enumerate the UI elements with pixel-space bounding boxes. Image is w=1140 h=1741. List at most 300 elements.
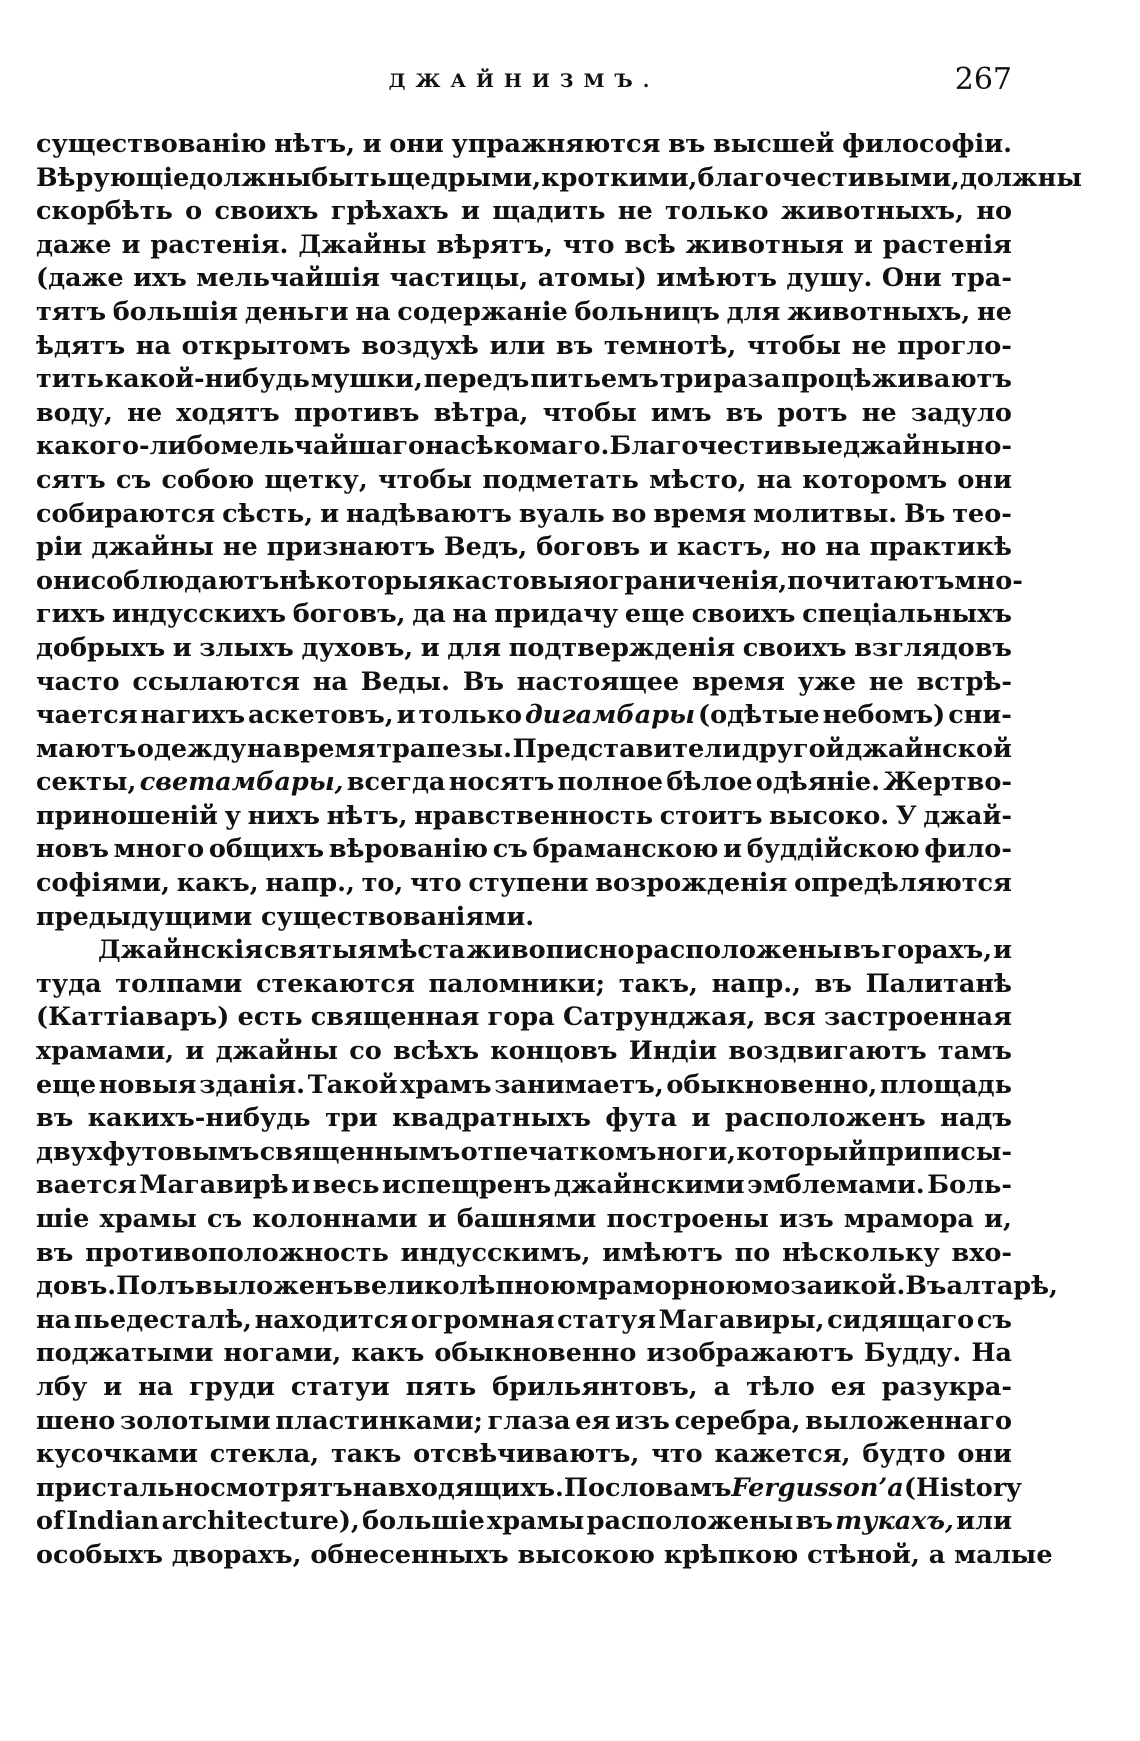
word: будто xyxy=(862,1439,946,1470)
word: одѣяніе. xyxy=(755,767,881,798)
body-text xyxy=(36,128,1082,1573)
word: стѣной, xyxy=(807,1539,929,1570)
word: площадь xyxy=(879,1069,1012,1100)
word: нѣскольку xyxy=(782,1237,940,1268)
word: ѣдятъ xyxy=(36,330,126,361)
word: буддійскою xyxy=(746,834,920,865)
word: раза xyxy=(713,364,781,395)
word: Ведъ, xyxy=(444,532,528,563)
word: спеціальныхъ xyxy=(802,599,1012,630)
word: и xyxy=(993,935,1012,966)
word: тамъ xyxy=(937,1036,1012,1067)
text-line xyxy=(36,1035,1012,1069)
word: съ xyxy=(492,834,528,865)
word: весь xyxy=(312,1170,380,1201)
word: и xyxy=(649,532,669,563)
word: они xyxy=(36,565,91,596)
text-line xyxy=(36,195,1012,229)
word: чтобы xyxy=(746,330,842,361)
word: шіе xyxy=(36,1204,90,1234)
word: всѣ xyxy=(624,229,676,260)
word: ссылаются xyxy=(132,666,300,697)
word: Индіи xyxy=(628,1036,718,1067)
word: джайны xyxy=(91,532,214,563)
word: лбу xyxy=(36,1371,88,1402)
word: тить xyxy=(36,364,104,395)
word: мрамора xyxy=(843,1204,974,1234)
text-line xyxy=(36,1169,1012,1203)
word: одежду xyxy=(136,733,247,764)
word: какого-либо xyxy=(36,431,221,462)
word: architecture), xyxy=(161,1506,360,1537)
word: но xyxy=(976,196,1012,227)
word: животныхъ, xyxy=(787,296,971,327)
text-line xyxy=(36,397,1012,431)
word: алтарѣ, xyxy=(946,1271,1058,1302)
word: не xyxy=(977,296,1012,327)
word: сѣсть, xyxy=(222,498,314,529)
word: священнымъ xyxy=(259,1136,461,1167)
word: какъ, xyxy=(176,868,259,899)
word: Веды. xyxy=(360,666,450,697)
running-title: ДЖАЙНИЗМЪ. xyxy=(388,70,660,92)
word: что xyxy=(562,229,615,260)
text-line xyxy=(36,430,1012,464)
text-line xyxy=(36,1203,1012,1237)
word: мѣсто, xyxy=(649,464,747,495)
word: а xyxy=(713,1371,731,1402)
page-number: 267 xyxy=(954,62,1012,97)
word: другой xyxy=(741,733,845,764)
word: на xyxy=(138,1371,174,1402)
word: довъ. xyxy=(36,1271,117,1302)
word: пластинками; xyxy=(275,1405,483,1436)
text-line xyxy=(36,1438,1012,1472)
word: еще xyxy=(624,599,685,630)
word: ріи xyxy=(36,532,83,563)
word: напр., xyxy=(265,868,355,899)
text-line xyxy=(36,901,1012,935)
word: предыдущими xyxy=(36,901,262,932)
word: имѣютъ xyxy=(656,263,777,294)
word: нѣкоторыя xyxy=(279,565,447,596)
text-line xyxy=(36,1270,1058,1304)
word: огромная xyxy=(410,1304,555,1335)
word: малые xyxy=(954,1539,1053,1570)
word: чтобы xyxy=(542,397,637,428)
word: съ xyxy=(976,1304,1012,1335)
word: полное xyxy=(557,767,664,798)
word: благочестивыми, xyxy=(697,162,960,193)
word: боговъ xyxy=(536,532,641,563)
word: нѣтъ, xyxy=(274,129,355,159)
word: быть xyxy=(311,162,387,193)
word: особыхъ xyxy=(36,1539,172,1570)
word: время xyxy=(282,733,376,764)
word: надѣваютъ xyxy=(345,498,512,529)
word: приписы- xyxy=(867,1136,1012,1167)
text-line xyxy=(36,296,1012,330)
word: и, xyxy=(984,1204,1012,1234)
word: мраморною xyxy=(575,1271,752,1302)
word: ея xyxy=(830,1371,866,1402)
word: то, xyxy=(361,868,404,899)
word: злыхъ xyxy=(199,632,294,663)
text-line xyxy=(36,833,1012,867)
word: но xyxy=(780,532,817,563)
word: въ xyxy=(555,330,594,361)
text-line xyxy=(36,1337,1012,1371)
word: мельчайшаго xyxy=(220,431,425,462)
text-line xyxy=(36,1136,1012,1170)
word: щетку, xyxy=(264,464,368,495)
word: для xyxy=(447,632,502,663)
word: храмы xyxy=(487,1506,585,1537)
word: джай- xyxy=(923,800,1012,831)
word: высокою xyxy=(517,1539,664,1570)
word: отпечаткомъ xyxy=(460,1136,657,1167)
word: атомы) xyxy=(537,263,647,294)
word: на xyxy=(246,733,283,764)
word: Такой xyxy=(307,1069,398,1100)
text-line xyxy=(36,330,1012,364)
word: зданія. xyxy=(199,1069,306,1100)
text-line xyxy=(36,363,1012,397)
word: уже xyxy=(797,666,856,697)
word: мельчайшія xyxy=(196,263,380,294)
text-line xyxy=(36,699,1012,733)
word: храмы xyxy=(99,1204,197,1234)
word: туда xyxy=(36,968,102,999)
word: кусочками xyxy=(36,1439,198,1470)
word: статуи xyxy=(290,1371,390,1402)
word: изъ xyxy=(615,1405,670,1436)
word: толпами xyxy=(115,968,243,999)
word: существованію xyxy=(36,129,267,159)
word: вѣтра, xyxy=(433,397,529,428)
word: на xyxy=(355,296,391,327)
word: пять xyxy=(405,1371,477,1402)
word: ступени xyxy=(468,868,589,899)
word: Магавирѣ xyxy=(139,1170,289,1201)
word: носятъ xyxy=(448,767,555,798)
word: ротъ xyxy=(777,397,848,428)
word: тео- xyxy=(952,498,1012,529)
word: стекла, xyxy=(209,1439,320,1470)
word: большіе xyxy=(362,1506,485,1537)
word: и xyxy=(853,229,873,260)
word: браманскою xyxy=(532,834,719,865)
word: въ xyxy=(36,1103,74,1134)
word: Палитанѣ xyxy=(865,968,1012,999)
word: имѣютъ xyxy=(602,1237,723,1268)
word: шено xyxy=(36,1405,116,1436)
word: сни- xyxy=(948,700,1012,731)
word: святыя xyxy=(264,935,377,966)
word: эмблемами. xyxy=(747,1170,925,1201)
text-line xyxy=(36,1405,1012,1439)
word: какихъ-нибудь xyxy=(87,1103,311,1134)
word: своихъ xyxy=(742,632,847,663)
word: нагихъ xyxy=(140,700,246,731)
word: чтобы xyxy=(378,464,473,495)
word: колоннами xyxy=(252,1204,418,1234)
word: Полъ xyxy=(116,1271,195,1302)
word: (Каттіаваръ) xyxy=(36,1002,230,1033)
word: съ xyxy=(116,464,152,495)
word: кроткими, xyxy=(541,162,698,193)
word: вхо- xyxy=(951,1237,1012,1268)
word: обыкновенно, xyxy=(666,1069,878,1100)
word: нравственность xyxy=(414,800,654,831)
word: и xyxy=(121,229,141,260)
word: не xyxy=(861,397,897,428)
word: башнями xyxy=(456,1204,597,1234)
word: да xyxy=(412,599,446,630)
word: прогло- xyxy=(897,330,1012,361)
word: подметать xyxy=(482,464,639,495)
word: По xyxy=(563,1472,605,1503)
word: занимаетъ, xyxy=(494,1069,664,1100)
word: чается xyxy=(36,700,138,731)
word: всѣхъ xyxy=(393,1036,480,1067)
word: мушки, xyxy=(310,364,423,395)
word: аскетовъ, xyxy=(247,700,394,731)
word: на xyxy=(756,464,792,495)
word: должны xyxy=(189,162,312,193)
word: своихъ xyxy=(691,599,796,630)
word: Джайны xyxy=(298,229,427,260)
word: содержаніе xyxy=(397,296,568,327)
word: на xyxy=(135,330,171,361)
word: больницъ xyxy=(574,296,720,327)
word: квадратныхъ xyxy=(392,1103,591,1134)
word: общихъ xyxy=(208,834,325,865)
word: маютъ xyxy=(36,733,137,764)
word: они xyxy=(957,464,1012,495)
word: джайны xyxy=(215,1036,339,1067)
word: расположенъ xyxy=(724,1103,926,1134)
word: великолѣпною xyxy=(353,1271,576,1302)
word: высшей xyxy=(713,129,835,159)
word: разукра- xyxy=(881,1371,1012,1402)
word: и xyxy=(396,700,416,731)
text-line xyxy=(36,1001,1012,1035)
word: Будду. xyxy=(863,1338,962,1369)
text-line xyxy=(36,565,1023,599)
word: живописно xyxy=(466,935,635,966)
text-line xyxy=(36,1304,1012,1338)
text-line xyxy=(36,968,1012,1002)
word: нихъ xyxy=(247,800,320,831)
word: фута xyxy=(605,1103,678,1134)
word: словамъ xyxy=(604,1472,732,1503)
word: Indian xyxy=(66,1506,160,1537)
word: добрыхъ xyxy=(36,632,166,663)
word: застроенная xyxy=(824,1002,1012,1033)
word: съ xyxy=(206,1204,243,1234)
word: существованіями. xyxy=(261,901,535,932)
word: двухфутовымъ xyxy=(36,1136,260,1167)
word: встрѣ- xyxy=(916,666,1012,697)
text-line xyxy=(36,498,1012,532)
word: изображаютъ xyxy=(646,1338,854,1369)
word: секты, xyxy=(36,767,137,798)
word: построены xyxy=(606,1204,769,1234)
word: часто xyxy=(36,666,120,697)
word: отсвѣчиваютъ, xyxy=(413,1439,640,1470)
word: дигамбары xyxy=(524,700,696,731)
word: подтвержденія xyxy=(508,632,736,663)
word: мозаикой. xyxy=(751,1271,906,1302)
text-line xyxy=(36,867,1012,901)
word: взглядовъ xyxy=(854,632,1012,663)
word: своихъ xyxy=(214,196,319,227)
word: передъ xyxy=(423,364,530,395)
word: сятъ xyxy=(36,464,106,495)
word: (History xyxy=(903,1472,1022,1503)
word: джайны xyxy=(843,431,966,462)
text-line xyxy=(36,934,1012,968)
word: всегда xyxy=(346,767,446,798)
word: щедрыми, xyxy=(386,162,542,193)
word: процѣживаютъ xyxy=(781,364,1012,395)
word: молитвы. xyxy=(753,498,898,529)
word: въ xyxy=(668,129,706,159)
word: или xyxy=(956,1506,1012,1537)
word: серебра, xyxy=(674,1405,801,1436)
word: кастъ, xyxy=(677,532,772,563)
word: груди xyxy=(189,1371,275,1402)
word: а xyxy=(928,1539,955,1570)
word: открытомъ xyxy=(181,330,351,361)
word: у xyxy=(224,800,241,831)
word: Въ xyxy=(905,1271,947,1302)
word: паломники; xyxy=(428,968,606,999)
word: тукахъ, xyxy=(835,1506,954,1537)
word: ограниченія, xyxy=(591,565,788,596)
text-line xyxy=(36,531,1012,565)
text-line xyxy=(36,598,1012,632)
page-header xyxy=(36,62,1012,110)
text-line xyxy=(36,1102,1012,1136)
word: вуаль xyxy=(518,498,605,529)
text-line xyxy=(36,1472,1022,1506)
word: такъ, xyxy=(618,968,698,999)
word: обыкновенно xyxy=(434,1338,637,1369)
word: гора xyxy=(487,1002,555,1033)
word: ноги, xyxy=(656,1136,736,1167)
word: есть xyxy=(237,1002,303,1033)
word: имъ xyxy=(650,397,712,428)
word: должны xyxy=(959,162,1082,193)
word: небомъ) xyxy=(822,700,946,731)
word: темнотѣ, xyxy=(603,330,737,361)
word: еще xyxy=(36,1069,97,1100)
word: въ xyxy=(795,1506,833,1537)
word: концовъ xyxy=(490,1036,618,1067)
word: и xyxy=(291,1170,311,1201)
word: воздвигаютъ xyxy=(728,1036,927,1067)
word: какой-нибудь xyxy=(104,364,310,395)
word: собираются xyxy=(36,498,216,529)
word: ея xyxy=(575,1405,611,1436)
word: не xyxy=(868,666,904,697)
word: вся xyxy=(763,1002,816,1033)
text-line xyxy=(36,1069,1012,1103)
word: золотыми xyxy=(120,1405,271,1436)
word: выложенъ xyxy=(194,1271,354,1302)
word: во xyxy=(611,498,647,529)
word: о xyxy=(185,196,203,227)
text-line xyxy=(36,1371,1012,1405)
word: и xyxy=(420,632,440,663)
word: стекаются xyxy=(255,968,415,999)
word: они xyxy=(957,1439,1012,1470)
word: вѣрятъ, xyxy=(436,229,553,260)
word: опредѣляются xyxy=(794,868,1012,899)
word: Fergusson’а xyxy=(731,1472,904,1503)
word: не xyxy=(127,397,163,428)
text-line xyxy=(36,128,1012,162)
word: поджатыми xyxy=(36,1338,214,1369)
word: животныя xyxy=(685,229,844,260)
word: Они xyxy=(881,263,942,294)
word: время xyxy=(653,498,747,529)
word: (одѣтые xyxy=(698,700,820,731)
word: въ xyxy=(725,397,764,428)
word: и xyxy=(723,834,742,865)
word: напр., xyxy=(711,968,801,999)
word: Въ xyxy=(462,666,504,697)
word: придачу xyxy=(494,599,619,630)
word: дворахъ, xyxy=(171,1539,311,1570)
text-line xyxy=(36,733,1012,767)
word: частицы, xyxy=(389,263,529,294)
word: боговъ, xyxy=(292,599,406,630)
word: находится xyxy=(254,1304,409,1335)
word: но- xyxy=(965,431,1012,462)
word: надъ xyxy=(940,1103,1012,1134)
word: и xyxy=(362,129,382,159)
word: приношеній xyxy=(36,800,218,831)
text-line xyxy=(36,1237,1012,1271)
word: У xyxy=(895,800,917,831)
word: Вѣрующіе xyxy=(36,162,190,193)
word: расположены xyxy=(635,935,843,966)
word: со xyxy=(349,1036,382,1067)
text-line xyxy=(36,1539,1053,1573)
word: насѣкомаго. xyxy=(425,431,610,462)
word: на xyxy=(352,1472,388,1503)
word: вѣрованію xyxy=(328,834,489,865)
word: джайнской xyxy=(845,733,1012,764)
word: что xyxy=(651,1439,703,1470)
word: глаза xyxy=(487,1405,571,1436)
word: обнесенныхъ xyxy=(310,1539,518,1570)
word: Жертво- xyxy=(883,767,1012,798)
word: крѣпкою xyxy=(663,1539,808,1570)
word: растенія. xyxy=(150,229,289,260)
word: деньги xyxy=(244,296,349,327)
word: даже xyxy=(36,229,112,260)
word: настоящее xyxy=(516,666,680,697)
word: входящихъ. xyxy=(387,1472,564,1503)
word: сидящаго xyxy=(827,1304,975,1335)
word: въ xyxy=(36,1237,74,1268)
word: для xyxy=(726,296,781,327)
word: Представители xyxy=(512,733,742,764)
